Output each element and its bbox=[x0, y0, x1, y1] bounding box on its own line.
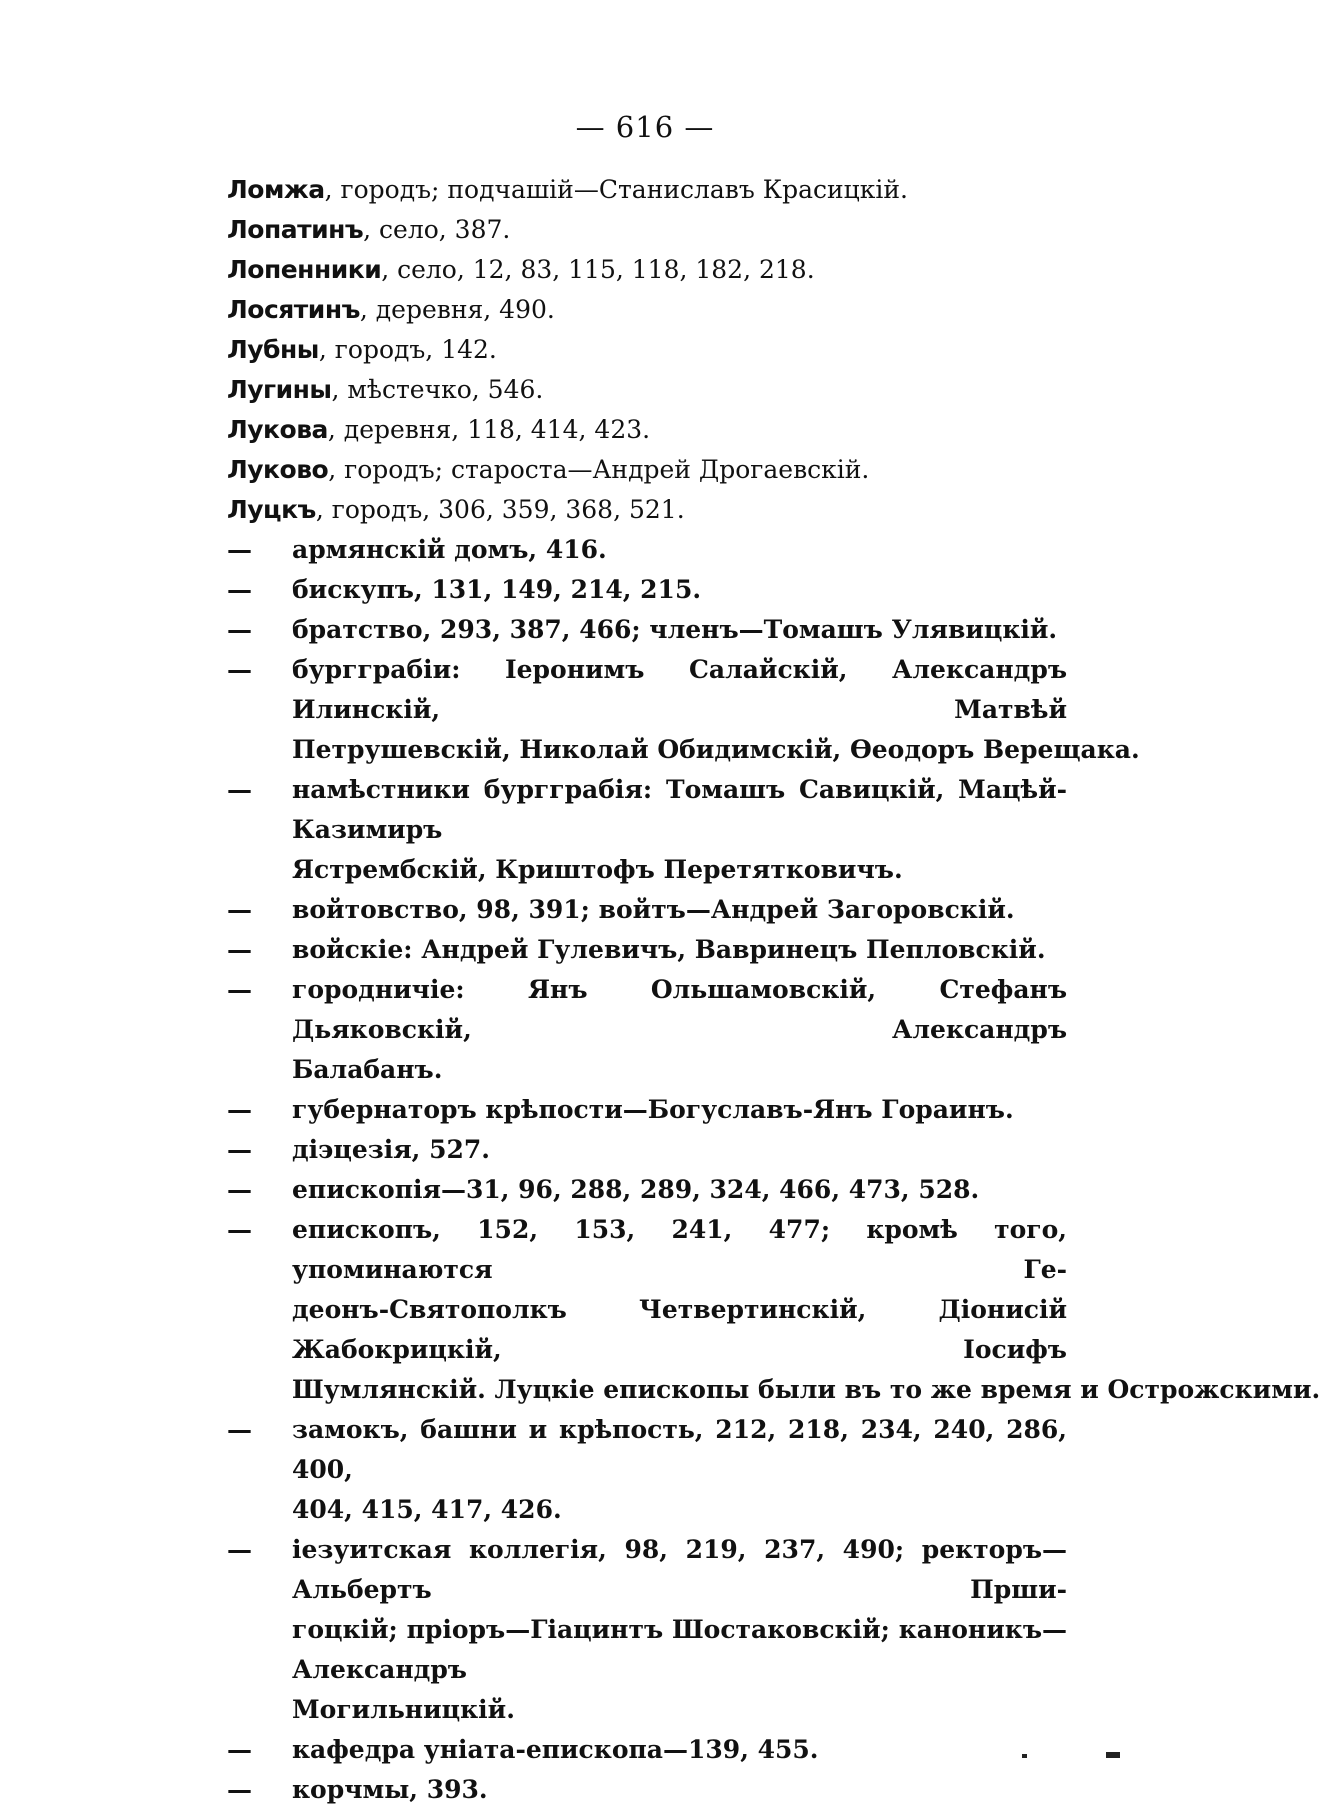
subentry bbox=[227, 1770, 1067, 1810]
subentry bbox=[227, 1090, 1067, 1130]
subentry-line: Балабанъ. bbox=[292, 1055, 443, 1084]
dash-marker: — bbox=[227, 655, 252, 684]
entry-text: , городъ; подчашій—Станиславъ Красицкій. bbox=[324, 175, 908, 204]
subentry-line: армянскій домъ, 416. bbox=[292, 535, 607, 564]
entry-text: , городъ, 142. bbox=[318, 335, 497, 364]
entry-text: , деревня, 490. bbox=[359, 295, 555, 324]
page-number: — 616 — bbox=[575, 110, 715, 144]
subentry-line: Могильницкій. bbox=[292, 1695, 515, 1724]
subentry bbox=[227, 1130, 1067, 1170]
subentry-line: епископія—31, 96, 288, 289, 324, 466, 473, 528. bbox=[292, 1175, 980, 1204]
subentry-line: діэцезія, 527. bbox=[292, 1135, 490, 1164]
dash-marker: — bbox=[227, 575, 252, 604]
dash-marker: — bbox=[227, 1535, 252, 1564]
dash-marker: — bbox=[227, 1735, 252, 1764]
subentry-line: 404, 415, 417, 426. bbox=[292, 1495, 562, 1524]
dash-marker: — bbox=[227, 935, 252, 964]
entry-headword: Лопенники bbox=[227, 255, 382, 284]
index-entry bbox=[227, 290, 1067, 330]
subentry bbox=[227, 1210, 1320, 1410]
dash-marker: — bbox=[227, 1215, 252, 1244]
entry-headword: Лубны bbox=[227, 335, 319, 364]
subentry bbox=[227, 890, 1067, 930]
entry-headword: Лосятинъ bbox=[227, 295, 360, 324]
index-entry bbox=[227, 490, 1067, 530]
subentry bbox=[227, 1410, 1067, 1530]
subentry bbox=[227, 650, 1140, 770]
entry-text: , село, 12, 83, 115, 118, 182, 218. bbox=[381, 255, 815, 284]
dash-marker: — bbox=[227, 775, 252, 804]
subentry-line: замокъ, башни и крѣпость, 212, 218, 234, 240, 286, 400, bbox=[292, 1415, 1067, 1484]
entry-text: , городъ, 306, 359, 368, 521. bbox=[315, 495, 685, 524]
dash-marker: — bbox=[227, 975, 252, 1004]
index-entry bbox=[227, 330, 1067, 370]
entry-text: , мѣстечко, 546. bbox=[331, 375, 544, 404]
subentry-line: городничіе: Янъ Ольшамовскій, Стефанъ Дьяковскій, Александръ bbox=[292, 975, 1067, 1044]
entry-headword: Луцкъ bbox=[227, 495, 316, 524]
entry-text: , деревня, 118, 414, 423. bbox=[327, 415, 651, 444]
dash-marker: — bbox=[227, 1775, 252, 1804]
subentry bbox=[227, 1530, 1067, 1730]
subentry bbox=[227, 770, 1067, 890]
entry-headword: Лопатинъ bbox=[227, 215, 364, 244]
subentry-line: кафедра уніата-епископа—139, 455. bbox=[292, 1735, 819, 1764]
dash-marker: — bbox=[227, 1135, 252, 1164]
entry-text: , городъ; староста—Андрей Дрогаевскій. bbox=[328, 455, 870, 484]
subentry bbox=[227, 530, 1067, 570]
subentry-line: Ястрембскій, Криштофъ Перетятковичъ. bbox=[292, 855, 903, 884]
index-entry bbox=[227, 450, 1067, 490]
dash-marker: — bbox=[227, 895, 252, 924]
subentry-line: бургграбіи: Іеронимъ Салайскій, Александръ Илинскій, Матвѣй bbox=[292, 655, 1067, 724]
index-entry bbox=[227, 250, 1067, 290]
index-entry bbox=[227, 410, 1067, 450]
subentry-line: корчмы, 393. bbox=[292, 1775, 488, 1804]
index-entries bbox=[227, 170, 1320, 1810]
subentry-line: деонъ-Святополкъ Четвертинскій, Діонисій Жабокрицкій, Іосифъ bbox=[292, 1295, 1067, 1364]
dash-marker: — bbox=[227, 1415, 252, 1444]
index-entry bbox=[227, 370, 1067, 410]
scan-mark bbox=[1022, 1754, 1027, 1758]
dash-marker: — bbox=[227, 1095, 252, 1124]
subentry-line: войтовство, 98, 391; войтъ—Андрей Загоровскій. bbox=[292, 895, 1015, 924]
subentry-line: гоцкій; пріоръ—Гіацинтъ Шостаковскій; каноникъ—Александръ bbox=[292, 1615, 1067, 1684]
entry-headword: Ломжа bbox=[227, 175, 325, 204]
scan-mark bbox=[1106, 1752, 1120, 1758]
subentry-line: войскіе: Андрей Гулевичъ, Вавринецъ Пепловскій. bbox=[292, 935, 1046, 964]
subentry-line: намѣстники бургграбія: Томашъ Савицкій, Мацѣй-Казимиръ bbox=[292, 775, 1067, 844]
subentry bbox=[227, 610, 1067, 650]
entry-headword: Лукова bbox=[227, 415, 328, 444]
subentry-line: губернаторъ крѣпости—Богуславъ-Янъ Гораинъ. bbox=[292, 1095, 1014, 1124]
subentry bbox=[227, 930, 1067, 970]
subentry-line: іезуитская коллегія, 98, 219, 237, 490; ректоръ—Альбертъ Прши- bbox=[292, 1535, 1067, 1604]
dash-marker: — bbox=[227, 535, 252, 564]
subentry bbox=[227, 970, 1067, 1090]
subentry-line: епископъ, 152, 153, 241, 477; кромѣ того, упоминаются Ге- bbox=[292, 1215, 1067, 1284]
entry-headword: Луково bbox=[227, 455, 329, 484]
subentry bbox=[227, 1730, 1067, 1770]
index-entry bbox=[227, 210, 1067, 250]
dash-marker: — bbox=[227, 1175, 252, 1204]
dash-marker: — bbox=[227, 615, 252, 644]
subentry bbox=[227, 570, 1067, 610]
subentry bbox=[227, 1170, 1067, 1210]
subentry-line: бискупъ, 131, 149, 214, 215. bbox=[292, 575, 702, 604]
entry-headword: Лугины bbox=[227, 375, 332, 404]
subentry-line: Петрушевскій, Николай Обидимскій, Ѳеодоръ Верещака. bbox=[292, 735, 1140, 764]
subentry-line: братство, 293, 387, 466; членъ—Томашъ Улявицкій. bbox=[292, 615, 1058, 644]
entry-text: , село, 387. bbox=[363, 215, 511, 244]
index-entry bbox=[227, 170, 1067, 210]
subentry-line: Шумлянскій. Луцкіе епископы были въ то же время и Острожскими. bbox=[292, 1375, 1320, 1404]
